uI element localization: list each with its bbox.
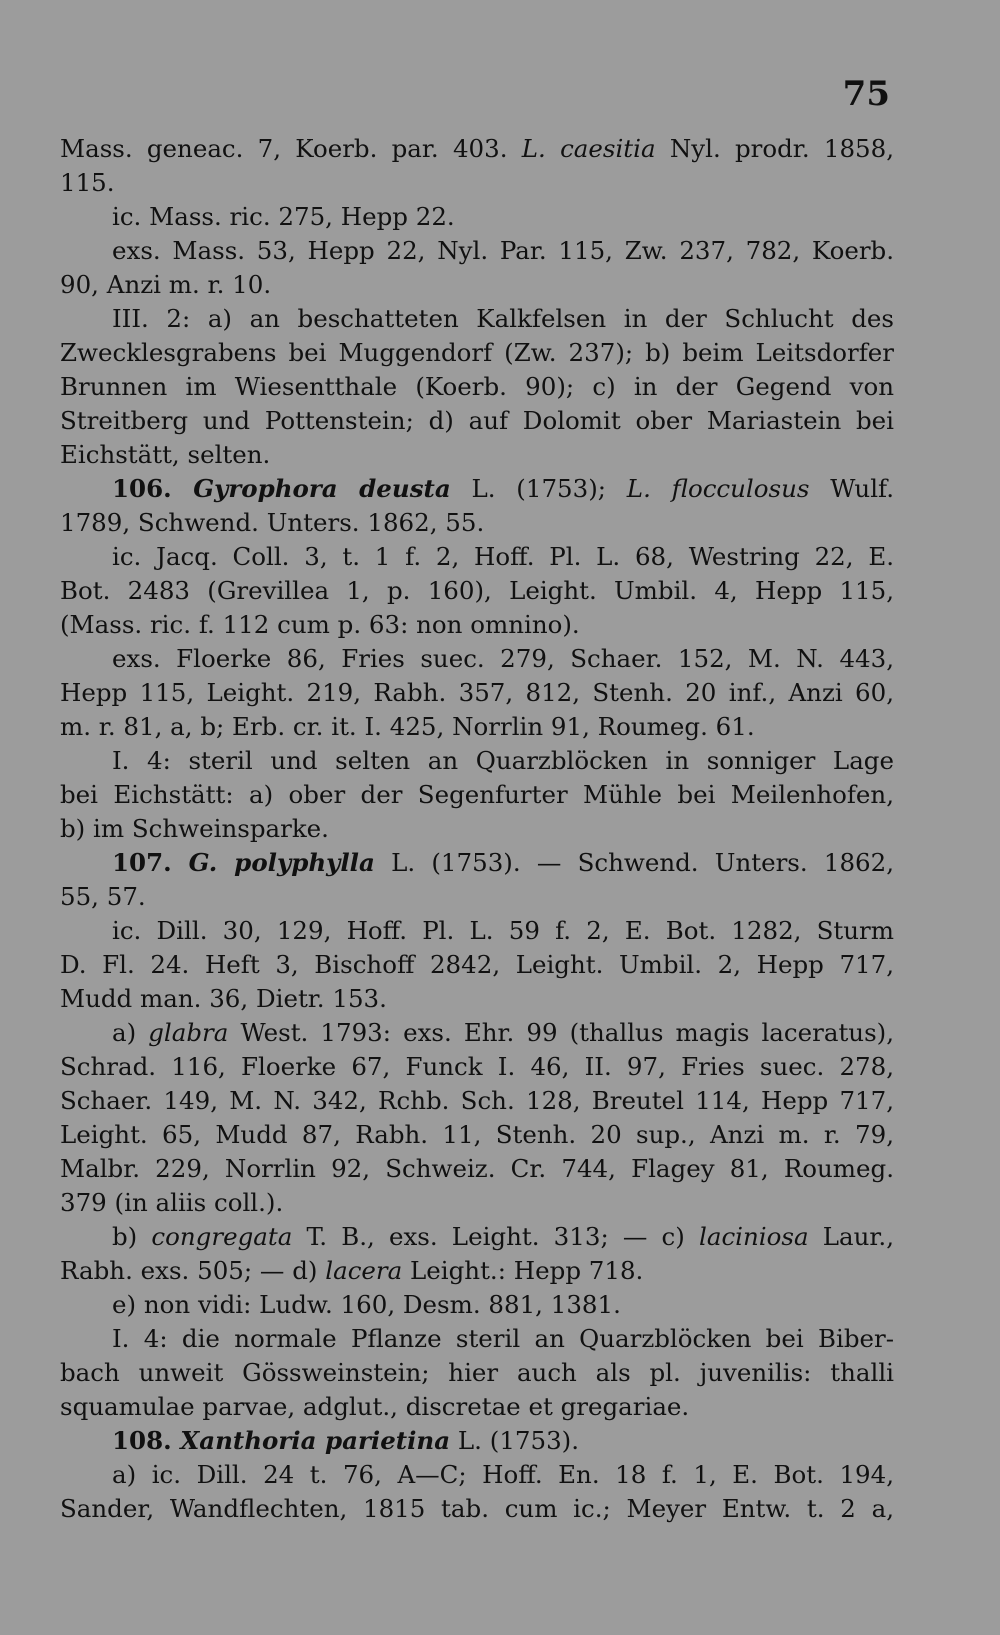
text-span: L. (1753). — Schwend. Unters. 1862, [374,848,895,877]
text-span: 1789, Schwend. Unters. 1862, 55. [60,508,485,537]
text-span: Streitberg und Pottenstein; d) auf Dolomit ober Mariastein bei [60,406,894,435]
page-number: 75 [842,74,890,114]
text-span: Hepp 115, Leight. 219, Rabh. 357, 812, Stenh. 20 inf., Anzi 60, [60,678,894,707]
text-line [60,268,894,302]
text-line [60,982,894,1016]
text-span: Sander, Wandflechten, 1815 tab. cum ic.; Meyer Entw. t. 2 a, [60,1494,894,1523]
text-span: Rabh. exs. 505; — d) [60,1256,326,1285]
text-line [60,336,894,370]
text-line [60,1424,894,1458]
styled-text: lacera [325,1256,403,1285]
text-line [60,914,894,948]
text-line [60,676,894,710]
text-span: ic. Dill. 30, 129, Hoff. Pl. L. 59 f. 2, E. Bot. 1282, Sturm [112,916,894,945]
styled-text: G. polyphylla [188,848,375,877]
text-span: Laur., [808,1222,894,1251]
text-span: D. Fl. 24. Heft 3, Bischoff 2842, Leight. Umbil. 2, Hepp 717, [60,950,894,979]
body-text [60,132,894,1526]
text-span: bei Eichstätt: a) ober der Segenfurter Mühle bei Meilenhofen, [60,780,894,809]
text-span: West. 1793: exs. Ehr. 99 (thallus magis laceratus), [228,1018,895,1047]
styled-text: L. flocculosus [626,474,810,503]
text-line [60,132,894,166]
text-span: Wulf. [809,474,895,503]
text-span: 379 (in aliis coll.). [60,1188,284,1217]
text-line [60,234,894,268]
text-line [60,1118,894,1152]
text-line [60,472,894,506]
text-span: Malbr. 229, Norrlin 92, Schweiz. Cr. 744, Flagey 81, Roumeg. [60,1154,894,1183]
text-line [60,438,894,472]
text-line [60,506,894,540]
text-line [60,1390,894,1424]
text-line [60,302,894,336]
text-span: Leight.: Hepp 718. [402,1256,644,1285]
text-span: a) ic. Dill. 24 t. 76, A—C; Hoff. En. 18 f. 1, E. Bot. 194, [112,1460,894,1489]
text-span: Mass. geneac. 7, Koerb. par. 403. [60,134,522,163]
text-line [60,1152,894,1186]
text-span: I. 4: die normale Pflanze steril an Quarzblöcken bei Biber- [112,1324,894,1353]
text-span: Eichstätt, selten. [60,440,271,469]
text-span: I. 4: steril und selten an Quarzblöcken in sonniger Lage [112,746,894,775]
text-span: Mudd man. 36, Dietr. 153. [60,984,387,1013]
text-line [60,404,894,438]
text-line [60,1458,894,1492]
text-span: Nyl. prodr. 1858, [655,134,894,163]
text-line [60,710,894,744]
styled-text: Gyrophora deusta [193,474,451,503]
styled-text: laciniosa [699,1222,809,1251]
text-line [60,1322,894,1356]
text-span: Leight. 65, Mudd 87, Rabh. 11, Stenh. 20 sup., Anzi m. r. 79, [60,1120,894,1149]
text-span: a) [112,1018,149,1047]
text-line [60,200,894,234]
text-span: L. (1753); [450,474,627,503]
text-line [60,1356,894,1390]
text-span: m. r. 81, a, b; Erb. cr. it. I. 425, Norrlin 91, Roumeg. 61. [60,712,755,741]
text-span: 115. [60,168,115,197]
text-span: Bot. 2483 (Grevillea 1, p. 160), Leight. Umbil. 4, Hepp 115, [60,576,894,605]
styled-text: 106. [112,474,194,503]
text-line [60,948,894,982]
text-span: b) [112,1222,152,1251]
text-line [60,540,894,574]
text-span: Schrad. 116, Floerke 67, Funck I. 46, II. 97, Fries suec. 278, [60,1052,894,1081]
text-span: ic. Mass. ric. 275, Hepp 22. [112,202,455,231]
text-span: III. 2: a) an beschatteten Kalkfelsen in der Schlucht des [112,304,894,333]
text-line [60,166,894,200]
text-span: squamulae parvae, adglut., discretae et gregariae. [60,1392,690,1421]
text-span: Zwecklesgrabens bei Muggendorf (Zw. 237); b) beim Leitsdorfer [60,338,894,367]
text-line [60,1016,894,1050]
text-line [60,1220,894,1254]
text-line [60,846,894,880]
text-span: Brunnen im Wiesentthale (Koerb. 90); c) in der Gegend von [60,372,894,401]
text-line [60,1492,894,1526]
styled-text: 108. [112,1426,181,1455]
text-span: 55, 57. [60,882,146,911]
text-line [60,778,894,812]
text-span: b) im Schweinsparke. [60,814,329,843]
styled-text: Xanthoria parietina [180,1426,451,1455]
text-span: exs. Floerke 86, Fries suec. 279, Schaer. 152, M. N. 443, [112,644,894,673]
text-line [60,1288,894,1322]
text-line [60,880,894,914]
text-line [60,370,894,404]
text-line [60,1254,894,1288]
styled-text: L. caesitia [521,134,656,163]
text-span: 90, Anzi m. r. 10. [60,270,272,299]
text-span: Schaer. 149, M. N. 342, Rchb. Sch. 128, Breutel 114, Hepp 717, [60,1086,894,1115]
text-span: ic. Jacq. Coll. 3, t. 1 f. 2, Hoff. Pl. L. 68, Westring 22, E. [112,542,894,571]
text-span: (Mass. ric. f. 112 cum p. 63: non omnino). [60,610,580,639]
styled-text: glabra [148,1018,229,1047]
text-span: L. (1753). [450,1426,580,1455]
text-span: T. B., exs. Leight. 313; — c) [292,1222,700,1251]
styled-text: congregata [151,1222,293,1251]
text-line [60,812,894,846]
text-line [60,1186,894,1220]
text-line [60,574,894,608]
text-line [60,1084,894,1118]
text-line [60,642,894,676]
styled-text: 107. [112,848,189,877]
text-span: bach unweit Gössweinstein; hier auch als pl. juvenilis: thalli [60,1358,894,1387]
text-span: exs. Mass. 53, Hepp 22, Nyl. Par. 115, Zw. 237, 782, Koerb. [112,236,894,265]
text-line [60,1050,894,1084]
text-span: e) non vidi: Ludw. 160, Desm. 881, 1381. [112,1290,621,1319]
text-line [60,608,894,642]
text-line [60,744,894,778]
